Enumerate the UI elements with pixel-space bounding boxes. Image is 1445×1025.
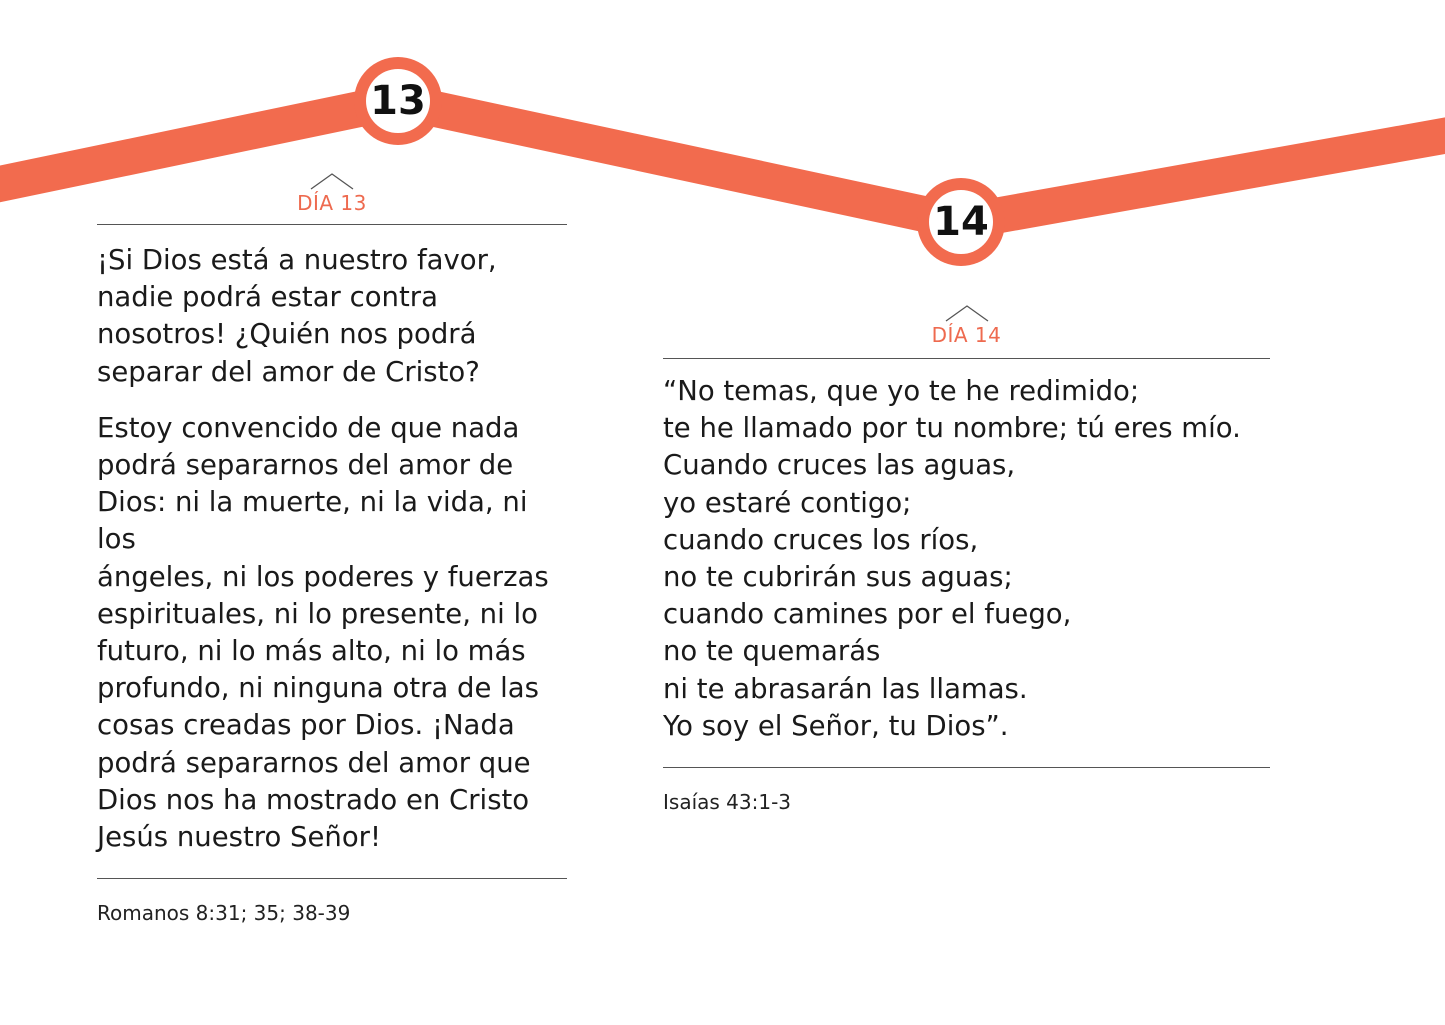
verse-paragraph: Estoy convencido de que nada podrá separarnos del amor de Dios: ni la muerte, ni la vida, ni los ángeles, ni los poderes y fuerzas espirituales, ni lo presente, ni lo futuro, ni lo más alto, ni lo más profundo, ni ninguna otra de las cosas creadas por Dios. ¡Nada podrá separarnos del amor que Dios nos ha mostrado en Cristo Jesús nuestro Señor! — [97, 411, 549, 854]
day-13-marker-number: 13 — [370, 78, 426, 124]
divider-top — [97, 224, 567, 225]
day-14-marker-number: 14 — [933, 199, 989, 245]
caret-up-icon — [945, 300, 989, 322]
divider-bottom — [663, 767, 1270, 768]
scripture-reference: Isaías 43:1-3 — [663, 790, 792, 815]
day-13-column — [97, 168, 567, 926]
divider-bottom — [97, 878, 567, 879]
day-13-marker — [354, 57, 442, 145]
day-14-label: DÍA 14 — [931, 323, 1002, 347]
caret-up-icon — [310, 168, 354, 190]
day-14-column — [663, 300, 1270, 815]
verse-paragraph: “No temas, que yo te he redimido; te he llamado por tu nombre; tú eres mío. Cuando cruces las aguas, yo estaré contigo; cuando cruces los ríos, no te cubrirán sus aguas; cuando camines por el fuego, no te quemarás ni te abrasarán las llamas. Yo soy el Señor, tu Dios”. — [663, 375, 1241, 742]
divider-top — [663, 358, 1270, 359]
day-13-label: DÍA 13 — [297, 191, 367, 215]
scripture-reference: Romanos 8:31; 35; 38-39 — [97, 901, 351, 926]
day-14-marker — [917, 178, 1005, 266]
verse-paragraph: ¡Si Dios está a nuestro favor, nadie podrá estar contra nosotros! ¿Quién nos podrá separar del amor de Cristo? — [97, 244, 497, 388]
